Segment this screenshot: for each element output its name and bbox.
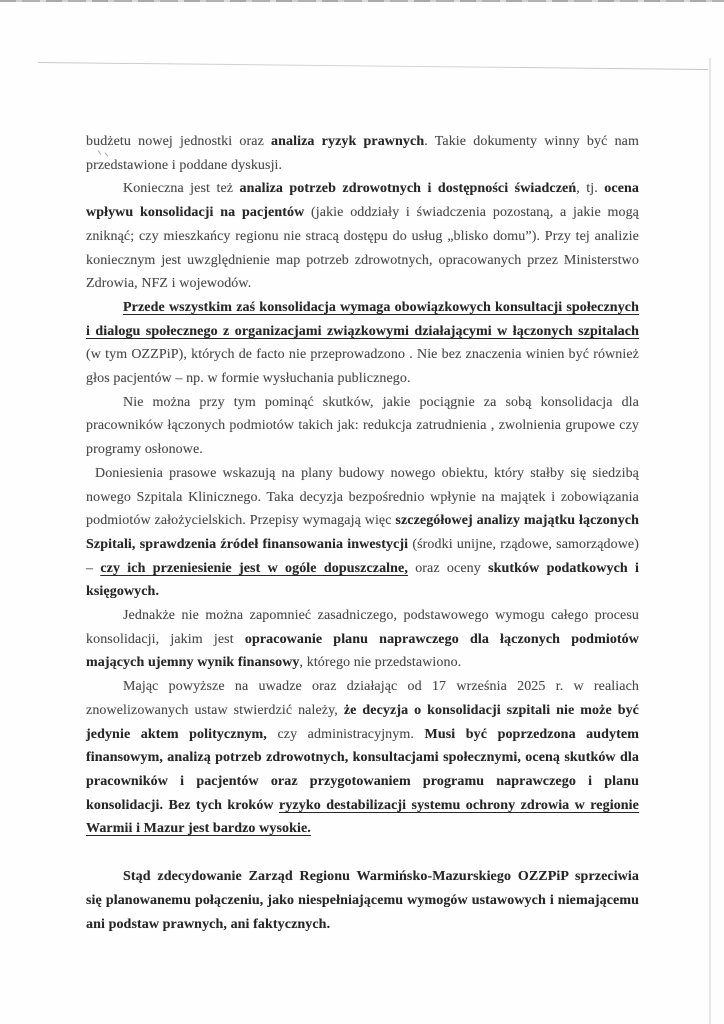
paragraph <box>86 462 639 604</box>
scan-top-edge-artifact <box>0 0 724 2</box>
paragraph <box>86 391 639 462</box>
text-run: że decyzja o konsolidacji szpitali nie może być jedynie aktem politycznym, <box>86 702 639 742</box>
text-run: (w tym OZZPiP), których de facto nie przeprowadzono . Nie bez znaczenia winien być również głos pacjentów – np. w formie wysłuchania publicznego. <box>86 347 639 387</box>
text-run: Konieczna jest też <box>123 181 240 197</box>
letter-body <box>86 130 639 936</box>
text-run: Doniesienia prasowe wskazują na plany budowy nowego obiektu, który stałby się siedzibą nowego Szpitala Klinicznego. Taka decyzja bezpośrednio wpłynie na majątek i zobowiązania podmiotów założycielskich. Przepisy wymagają więc <box>86 465 639 529</box>
text-run: (jakie oddziały i świadczenia pozostaną, a jakie mogą zniknąć; czy mieszkańcy regionu nie stracą dostępu do usług „blisko domu”). Przy tej analizie koniecznym jest uwzględnienie map potrzeb zdrowotnych, opracowanych przez Ministerstwo Zdrowia, NFZ i wojewodów. <box>86 205 639 292</box>
text-run: , tj. <box>576 181 605 197</box>
text-run: analiza ryzyk prawnych <box>271 134 425 149</box>
paragraph <box>86 675 639 841</box>
text-run: ocena wpływu konsolidacji na pacjentów <box>86 181 639 221</box>
text-run: szczegółowej analizy majątku łączonych Szpitali, sprawdzenia źródeł finansowania inwestycji <box>86 513 639 552</box>
text-run: . <box>155 584 160 600</box>
text-run: Stąd zdecydowanie Zarząd Regionu Warmińsko-Mazurskiego OZZPiP sprzeciwia się planowanemu połączeniu, jako niespełniającemu wymogów ustawowych i niemającemu ani podstaw prawnych, ani faktycznych. <box>86 869 639 932</box>
text-run: opracowanie planu naprawczego dla łączonych podmiotów mających ujemny wynik finansowy <box>86 631 639 671</box>
text-run: Mając powyższe na uwadze oraz działając od 17 września 2025 r. w realiach znowelizowanych ustaw stwierdzić należy, <box>86 679 639 718</box>
paragraph <box>86 296 639 391</box>
text-run: analiza potrzeb zdrowotnych i dostępności świadczeń <box>239 181 577 197</box>
text-run: ryzyko destabilizacji systemu ochrony zdrowia w regionie Warmii i Mazur jest bardzo wysokie. <box>86 797 639 837</box>
text-run: (środki unijne, rządowe, samorządowe) – <box>86 536 639 576</box>
text-run: Musi być poprzedzona audytem finansowym, analizą potrzeb zdrowotnych, konsultacjami społecznymi, oceną skutków dla pracowników i pacjentów oraz przygotowaniem programu naprawczego i planu konsolidacji. Bez tych kroków <box>86 726 639 813</box>
paragraph <box>86 865 639 936</box>
text-run: budżetu nowej jednostki oraz <box>86 134 272 149</box>
text-run: Przede wszystkim zaś konsolidacja wymaga obowiązkowych konsultacji społecznych i dialogu społecznego z organizacjami związkowymi działającymi w łączonych szpitalach <box>86 299 639 339</box>
page-edge-shadow <box>709 58 711 1024</box>
paragraph <box>86 604 639 675</box>
fold-crease-line <box>38 62 708 70</box>
text-run: czy administracyjnym. <box>266 726 425 742</box>
text-run: Nie można przy tym pominąć skutków, jakie pociągnie za sobą konsolidacja dla pracowników łączonych podmiotów takich jak: redukcja zatrudnienia , zwolnienia grupowe czy programy osłonowe. <box>86 394 639 458</box>
paragraph <box>86 130 639 177</box>
text-run: oraz oceny <box>407 560 489 576</box>
text-run: , którego nie przedstawiono. <box>299 655 462 671</box>
text-run: Jednakże nie można zapomnieć zasadniczego, podstawowego wymogu całego procesu konsolidacji, jakim jest <box>86 608 639 647</box>
paragraph <box>86 177 639 296</box>
text-run: skutków podatkowych i księgowych <box>86 560 640 600</box>
text-run: . Takie dokumenty winny być nam przedstawione i poddane dyskusji. <box>86 134 639 173</box>
text-run: czy ich przeniesienie jest w ogóle dopuszczalne, <box>100 560 408 576</box>
